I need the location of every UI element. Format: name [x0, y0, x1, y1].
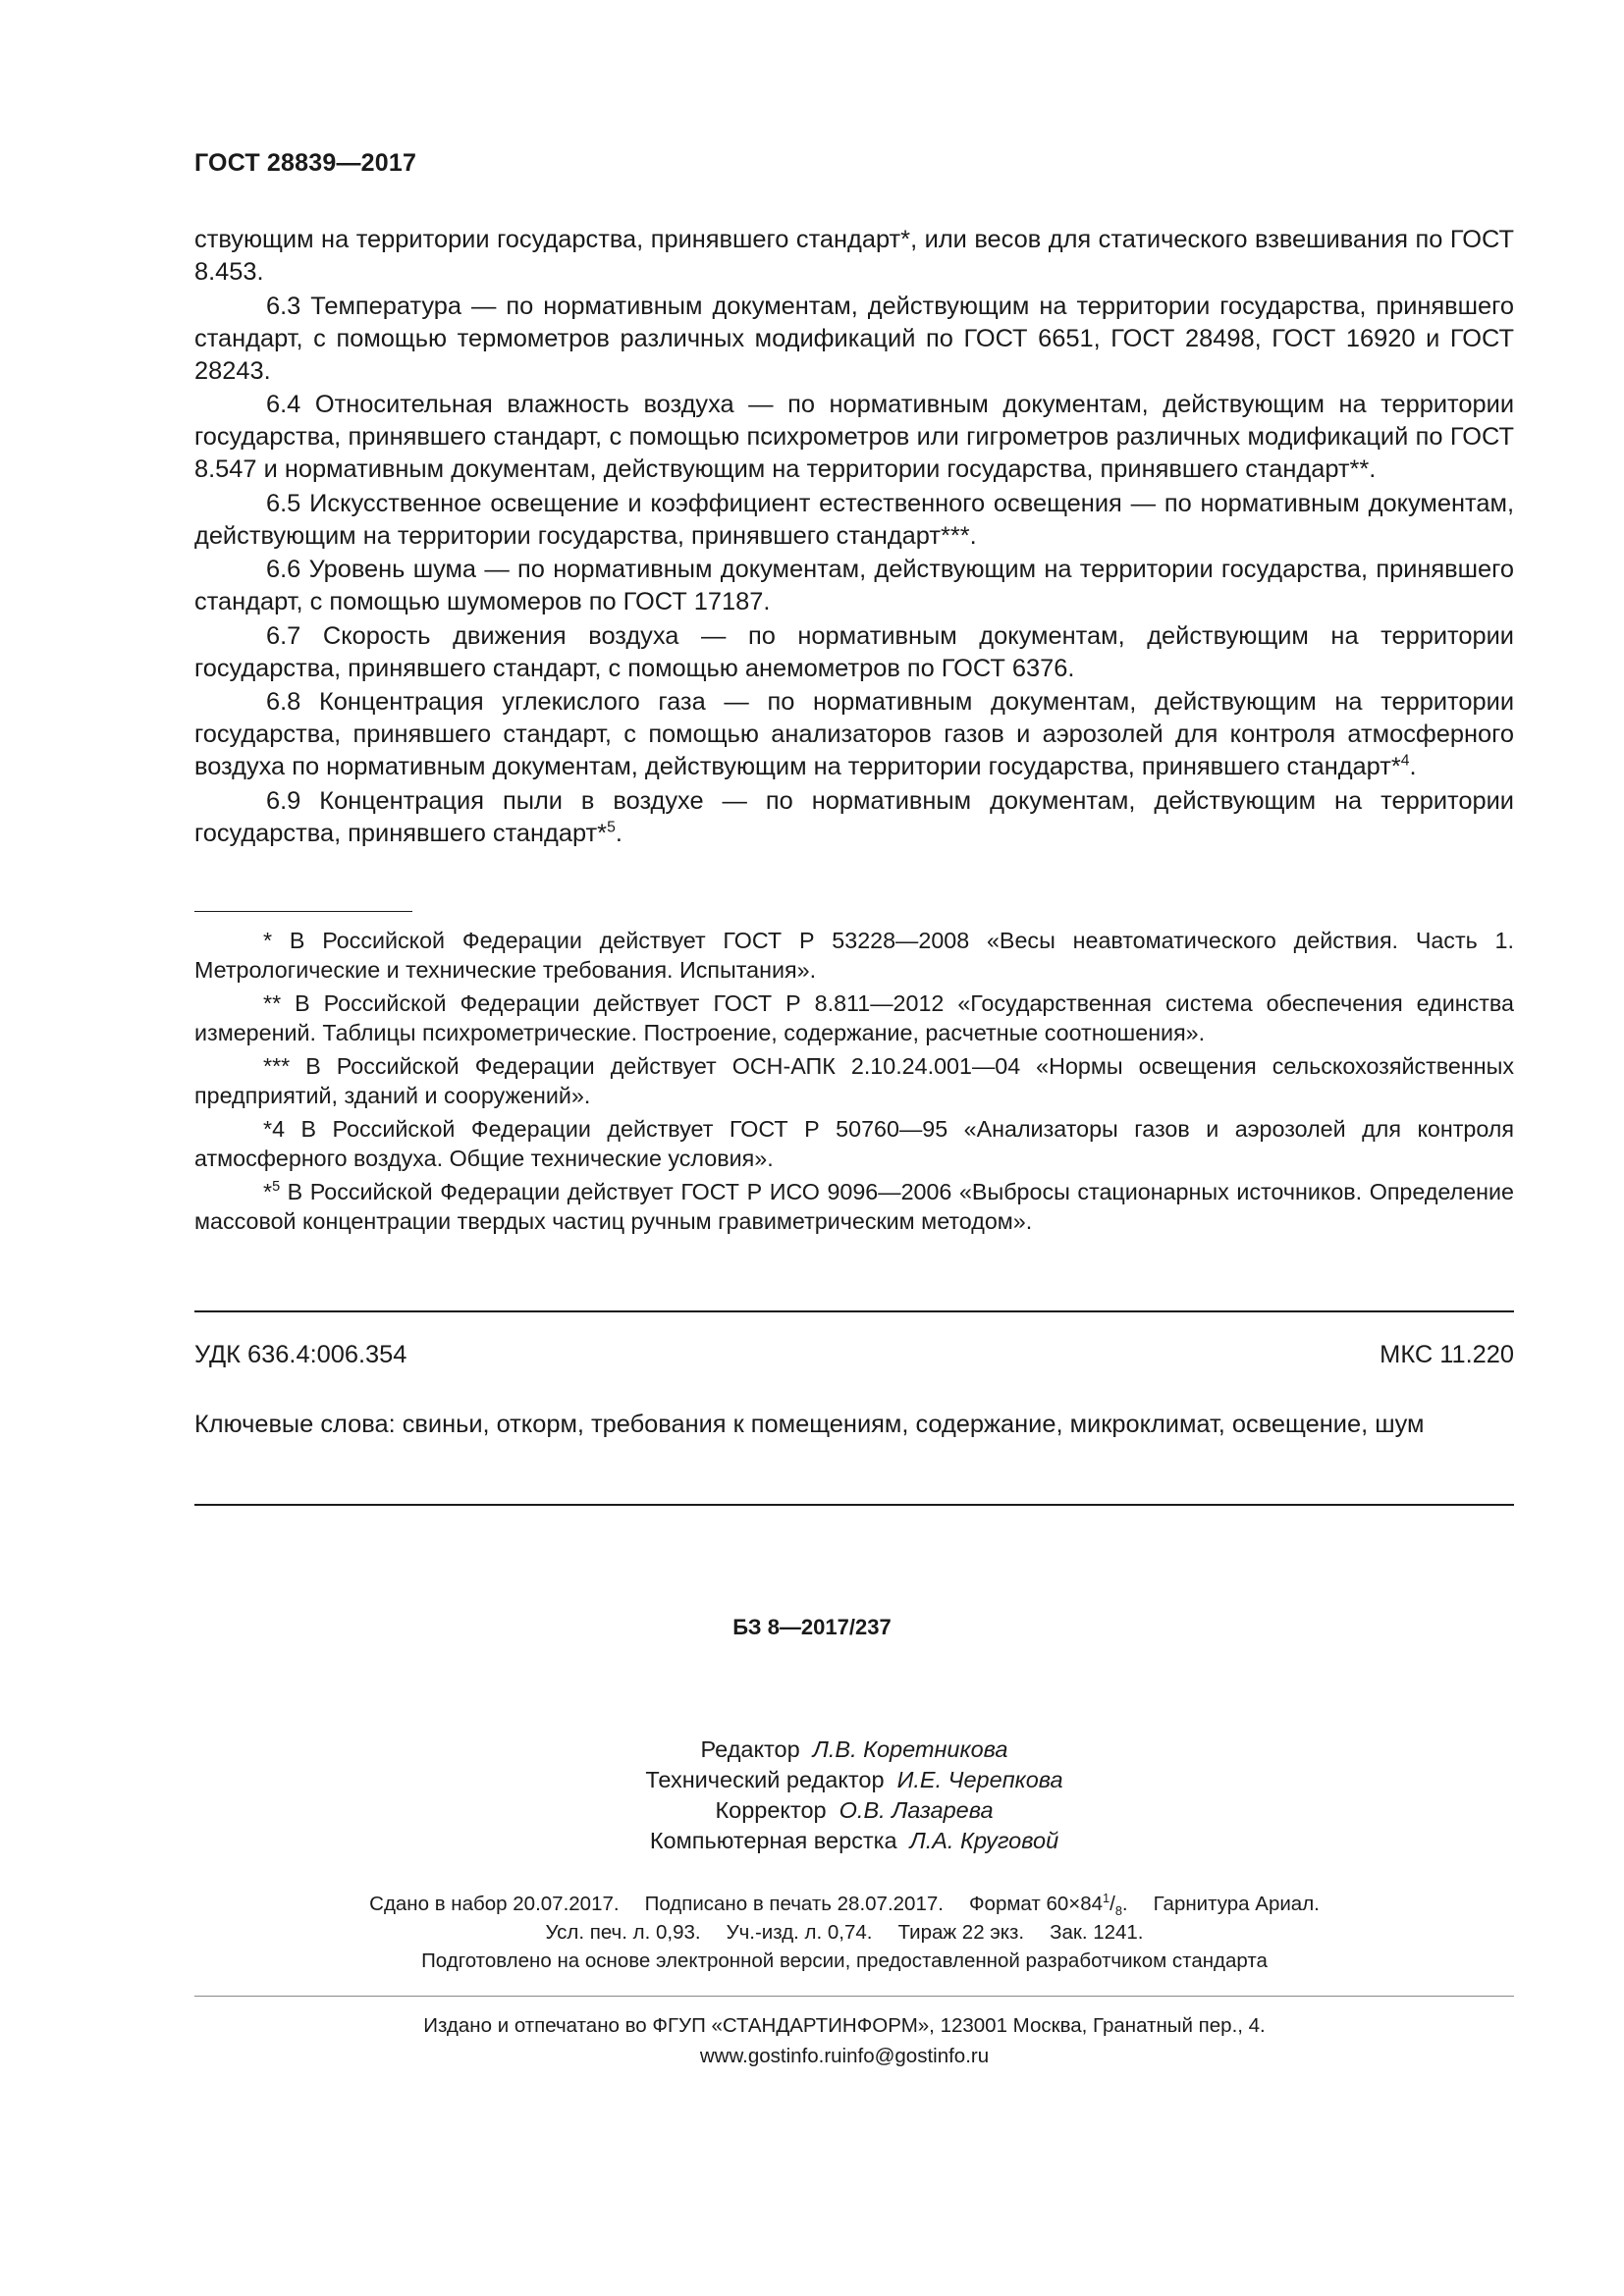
footnote-5-mark: *	[263, 1179, 273, 1204]
mks-code: МКС 11.220	[1380, 1341, 1514, 1368]
print-sheets: Усл. печ. л. 0,93.	[545, 1921, 701, 1944]
udk-code: УДК 636.4:006.354	[194, 1341, 407, 1368]
typeface: Гарнитура Ариал.	[1153, 1893, 1320, 1915]
footnote-4: *4 В Российской Федерации действует ГОСТ Р 50760—95 «Анализаторы газов и аэрозолей для контроля атмосферного воздуха. Общие технические условия».	[194, 1116, 1514, 1171]
main-text	[194, 224, 1514, 851]
classification-line	[194, 1341, 1514, 1369]
website-link[interactable]: www.gostinfo.ru	[699, 2045, 842, 2067]
format-slash: /	[1110, 1893, 1115, 1915]
publisher-contacts	[295, 2041, 1394, 2071]
signed-date: Подписано в печать 28.07.2017.	[644, 1893, 944, 1915]
footnote-2: ** В Российской Федерации действует ГОСТ Р 8.811—2012 «Государственная система обеспечения единства измерений. Таблицы психрометрические. Построение, содержание, расчетные соотношения».	[194, 990, 1514, 1045]
document-number-header: ГОСТ 28839—2017	[194, 149, 417, 177]
divider-bottom	[194, 1504, 1514, 1506]
format-prefix: Формат 60×84	[968, 1893, 1104, 1915]
paper-format	[968, 1891, 1128, 1919]
footnote-5-text: В Российской Федерации действует ГОСТ Р ИСО 9096—2006 «Выбросы стационарных источников. Определение массовой концентрации твердых частиц ручным гравиметрическим методом».	[194, 1179, 1514, 1234]
credit-line	[491, 1735, 1218, 1765]
credit-name: И.Е. Черепкова	[896, 1767, 1063, 1792]
publisher-line: Издано и отпечатано во ФГУП «СТАНДАРТИНФОРМ», 123001 Москва, Гранатный пер., 4.	[423, 2014, 1266, 2037]
paragraph-6-9-text: 6.9 Концентрация пыли в воздухе — по нормативным документам, действующим на территории государства, принявшего стандарт*	[194, 786, 1514, 847]
footnote-5	[194, 1177, 1514, 1236]
credit-role: Технический редактор	[645, 1767, 885, 1792]
footnote-ref-4: 4	[1400, 752, 1410, 770]
credit-name: О.В. Лазарева	[839, 1797, 994, 1823]
publisher-divider	[194, 1996, 1514, 1997]
format-suffix: .	[1121, 1893, 1128, 1915]
footnote-5-sup: 5	[272, 1179, 281, 1196]
format-sub: 8	[1114, 1903, 1122, 1919]
credit-name: Л.А. Круговой	[909, 1828, 1059, 1853]
email-link[interactable]: info@gostinfo.ru	[841, 2045, 990, 2067]
credit-line	[491, 1826, 1218, 1856]
paragraph-6-6: 6.6 Уровень шума — по нормативным документам, действующим на территории государства, принявшего стандарт, с помощью шумомеров по ГОСТ 17187.	[194, 556, 1514, 615]
paragraph-6-3: 6.3 Температура — по нормативным документам, действующим на территории государства, принявшего стандарт, с помощью термометров различных модификаций по ГОСТ 6651, ГОСТ 28498, ГОСТ 16920 и ГОСТ 28243.	[194, 292, 1514, 385]
period: .	[615, 819, 623, 847]
footnote-separator	[194, 911, 412, 912]
credit-line	[491, 1765, 1218, 1795]
paragraph-6-7: 6.7 Скорость движения воздуха — по нормативным документам, действующим на территории государства, принявшего стандарт, с помощью анемометров по ГОСТ 6376.	[194, 621, 1514, 682]
bz-number: БЗ 8—2017/237	[732, 1615, 892, 1639]
paragraph-6-8	[194, 686, 1514, 783]
paragraph-6-5: 6.5 Искусственное освещение и коэффициент естественного освещения — по нормативным документам, действующим на территории государства, принявшего стандарт***.	[194, 489, 1514, 550]
editorial-credits	[491, 1735, 1218, 1856]
paragraph-6-8-text: 6.8 Концентрация углекислого газа — по нормативным документам, действующим на территории государства, принявшего стандарт, с помощью анализаторов газов и аэрозолей для контроля атмосферного воздуха по нормативным документам, действующим на территории государства, принявшего стандарт*	[194, 688, 1514, 780]
footnote-1: * В Российской Федерации действует ГОСТ Р 53228—2008 «Весы неавтоматического действия. Часть 1. Метрологические и технические требования. Испытания».	[194, 928, 1514, 983]
printing-line-2	[295, 1918, 1394, 1947]
print-run: Тираж 22 экз.	[897, 1921, 1025, 1944]
order-number: Зак. 1241.	[1050, 1921, 1144, 1944]
footnote-ref-5: 5	[607, 819, 616, 836]
paragraph-continuation: ствующим на территории государства, принявшего стандарт*, или весов для статического взвешивания по ГОСТ 8.453.	[194, 226, 1514, 286]
format-sup: 1	[1103, 1891, 1110, 1906]
paragraph-6-4: 6.4 Относительная влажность воздуха — по нормативным документам, действующим на территории государства, принявшего стандарт, с помощью психрометров или гигрометров различных модификаций по ГОСТ 8.547 и нормативным документам, действующим на территории государства, принявшего стандарт**.	[194, 391, 1514, 483]
paragraph-6-9	[194, 785, 1514, 850]
footnote-3: *** В Российской Федерации действует ОСН-АПК 2.10.24.001—04 «Нормы освещения сельскохозяйственных предприятий, зданий и сооружений».	[194, 1053, 1514, 1108]
submitted-date: Сдано в набор 20.07.2017.	[369, 1893, 620, 1915]
pub-sheets: Уч.-изд. л. 0,74.	[726, 1921, 873, 1944]
publisher-info	[295, 2010, 1394, 2071]
credit-role: Редактор	[700, 1736, 800, 1762]
credit-name: Л.В. Коретникова	[812, 1736, 1008, 1762]
credit-line	[491, 1795, 1218, 1826]
credit-role: Корректор	[715, 1797, 827, 1823]
footnotes	[194, 926, 1514, 1240]
period: .	[1409, 753, 1417, 780]
prepared-note: Подготовлено на основе электронной версии, предоставленной разработчиком стандарта	[421, 1949, 1268, 1972]
printing-info	[295, 1890, 1394, 1975]
printing-line-1	[295, 1890, 1394, 1918]
divider-top	[194, 1310, 1514, 1312]
keywords: Ключевые слова: свиньи, откорм, требования к помещениям, содержание, микроклимат, освещение, шум	[194, 1411, 1425, 1438]
credit-role: Компьютерная верстка	[649, 1828, 897, 1853]
